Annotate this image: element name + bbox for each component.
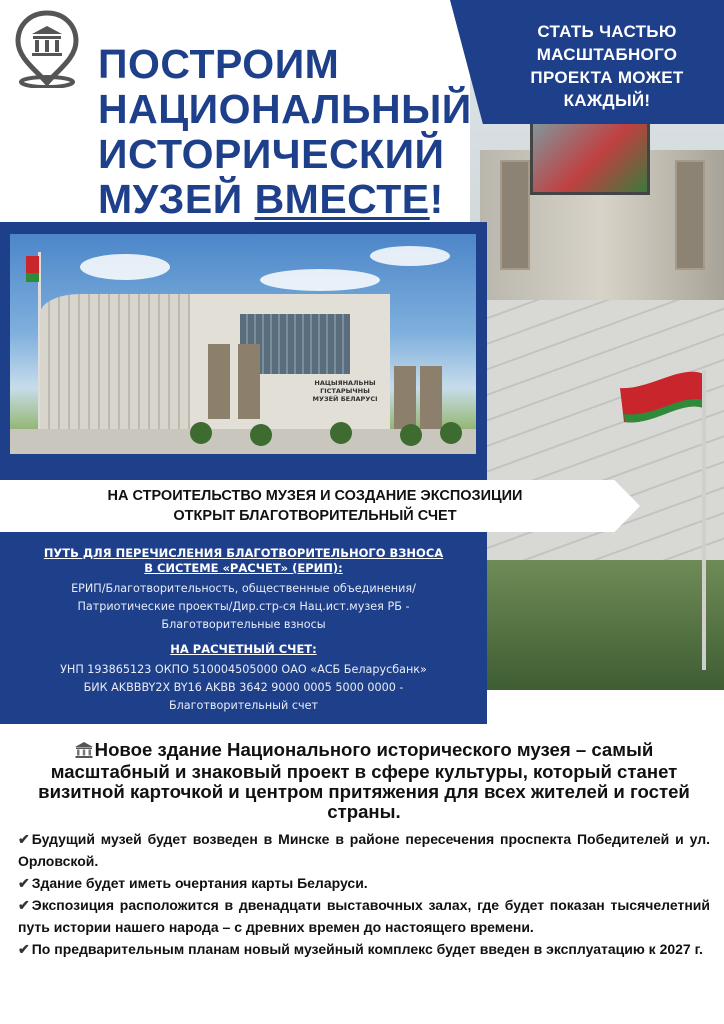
building-sign-line: МУЗЕЙ БЕЛАРУСІ — [312, 395, 378, 403]
account-title: НА РАСЧЕТНЫЙ СЧЕТ: — [170, 642, 317, 656]
list-item-text: Будущий музей будет возведен в Минске в районе пересечения проспекта Победителей и ул. Орловской. — [18, 831, 710, 869]
fact-list — [18, 828, 710, 960]
erip-path-line: Благотворительные взносы — [161, 618, 326, 631]
announcement-text — [20, 486, 610, 526]
title-line — [98, 177, 518, 222]
list-item — [18, 828, 710, 872]
announcement-line: ОТКРЫТ БЛАГОТВОРИТЕЛЬНЫЙ СЧЕТ — [173, 508, 457, 524]
erip-path-line: ЕРИП/Благотворительность, общественные объединения/ — [71, 582, 416, 595]
lawn — [470, 560, 724, 690]
erip-title-line: В СИСТЕМЕ «РАСЧЕТ» (ЕРИП): — [144, 561, 343, 575]
museum-pin-icon — [12, 10, 82, 88]
check-mark-icon: ✔ — [18, 831, 30, 847]
intro-text: Новое здание Национального исторического музея – самый масштабный и знаковый проект в сфере культуры, который станет визитной карточкой и центром притяжения для всех жителей и гостей страны. — [38, 739, 690, 822]
classical-building-icon — [75, 742, 93, 762]
cta-line: КАЖДЫЙ! — [563, 91, 651, 110]
article-body — [18, 740, 710, 960]
belarus-flag-icon — [620, 370, 710, 440]
title-word: МУЗЕЙ — [98, 176, 255, 222]
building-sign-line: НАЦЫЯНАЛЬНЫ ГІСТАРЫЧНЫ — [314, 379, 376, 395]
title-line: ИСТОРИЧЕСКИЙ — [98, 131, 445, 177]
check-mark-icon: ✔ — [18, 941, 30, 957]
erip-path-line: Патриотические проекты/Дир.стр-ся Нац.ист.музея РБ - — [77, 600, 410, 613]
page-title — [98, 42, 518, 222]
list-item — [18, 894, 710, 938]
facade-screen — [530, 115, 650, 195]
title-exclamation: ! — [429, 176, 444, 222]
erip-title — [0, 546, 487, 576]
erip-path — [0, 580, 487, 634]
cta-text — [512, 20, 702, 112]
payment-details — [0, 546, 487, 715]
building-sign — [300, 379, 390, 403]
list-item-text: Экспозиция расположится в двенадцати выставочных залах, где будет показан тысячелетний путь истории нашего народа – с древних времен до настоящего времени. — [18, 897, 710, 935]
cta-line: ПРОЕКТА МОЖЕТ — [530, 68, 684, 87]
relief-panel — [208, 344, 230, 419]
erip-title-line: ПУТЬ ДЛЯ ПЕРЕЧИСЛЕНИЯ БЛАГОТВОРИТЕЛЬНОГО ВЗНОСА — [43, 546, 444, 560]
account-details — [0, 661, 487, 715]
title-line: НАЦИОНАЛЬНЫЙ — [98, 86, 472, 132]
relief-panel — [238, 344, 260, 419]
check-mark-icon: ✔ — [18, 897, 30, 913]
account-line: УНП 193865123 ОКПО 510004505000 ОАО «АСБ Беларусбанк» — [60, 663, 427, 676]
title-highlight: ВМЕСТЕ — [254, 176, 430, 222]
cta-line: МАСШТАБНОГО — [536, 45, 678, 64]
announcement-line: НА СТРОИТЕЛЬСТВО МУЗЕЯ И СОЗДАНИЕ ЭКСПОЗИЦИИ — [107, 488, 523, 504]
account-line: Благотворительный счет — [168, 699, 318, 712]
account-line: БИК AKBBBY2X BY16 AKBB 3642 9000 0005 5000 0000 - — [83, 681, 404, 694]
facade-relief — [675, 160, 705, 270]
intro-paragraph — [18, 740, 710, 822]
check-mark-icon: ✔ — [18, 875, 30, 891]
list-item-text: Здание будет иметь очертания карты Беларуси. — [31, 875, 368, 891]
flag-icon — [26, 256, 39, 282]
list-item-text: По предварительным планам новый музейный комплекс будет введен в эксплуатацию к 2027 г. — [31, 941, 703, 957]
museum-render-photo — [10, 234, 476, 454]
cta-line: СТАТЬ ЧАСТЬЮ — [537, 22, 677, 41]
title-line: ПОСТРОИМ — [98, 41, 340, 87]
list-item — [18, 872, 710, 894]
list-item — [18, 938, 710, 960]
